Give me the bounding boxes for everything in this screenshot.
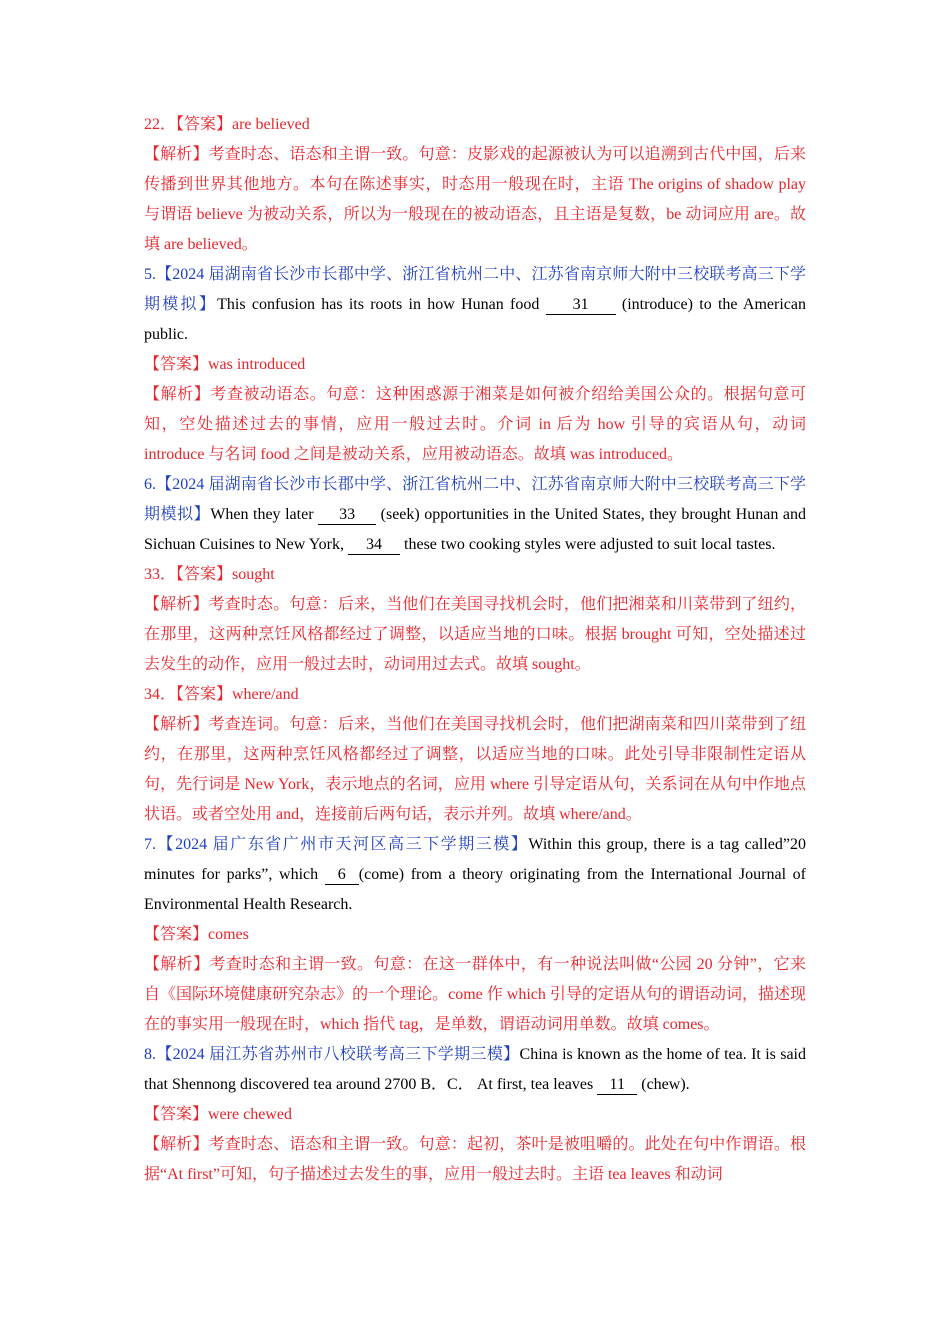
q33-analysis: 【解析】考查时态。句意：后来，当他们在美国寻找机会时，他们把湘菜和川菜带到了纽约，在那里，这两种烹饪风格都经过了调整，以适应当地的口味。根据 brought 可知，空处描述过去发生的动作，应用一般过去时，动词用过去式。故填 sought。: [144, 596, 806, 673]
q7-text-after: (come) from a theory originating from the International Journal of Environmental Health Research.: [144, 866, 806, 913]
q8-text-after: (chew).: [637, 1076, 690, 1093]
q8-question: [144, 1040, 806, 1100]
q22-answer: 22．【答案】are believed: [144, 116, 310, 133]
q5-source: 5.【2024 届湖南省长沙市长郡中学、浙江省杭州二中、江苏省南京师大附中三校联考高三下学期模拟】: [144, 266, 806, 313]
q22-analysis: 【解析】考查时态、语态和主谓一致。句意：皮影戏的起源被认为可以追溯到古代中国，后来传播到世界其他地方。本句在陈述事实，时态用一般现在时，主语 The origins of shadow play 与谓语 believe 为被动关系，所以为一般现在的被动语态，且主语是复数，be 动词应用 are。故填 are believed。: [144, 146, 806, 253]
q6-question: [144, 470, 806, 560]
q34-answer: 34．【答案】where/and: [144, 686, 299, 703]
q5-text-before: This confusion has its roots in how Hunan food: [217, 296, 546, 313]
q5-answer: 【答案】was introduced: [144, 356, 306, 373]
q5-analysis: 【解析】考查被动语态。句意：这种困惑源于湘菜是如何被介绍给美国公众的。根据句意可知，空处描述过去的事情，应用一般过去时。介词 in 后为 how 引导的宾语从句，动词 introduce 与名词 food 之间是被动关系，应用被动语态。故填 was introduced。: [144, 386, 806, 463]
q8-analysis: 【解析】考查时态、语态和主谓一致。句意：起初，茶叶是被咀嚼的。此处在句中作谓语。根据“At first”可知，句子描述过去发生的事，应用一般过去时。主语 tea leaves 和动词: [144, 1136, 806, 1183]
q7-source: 7.【2024 届广东省广州市天河区高三下学期三模】: [144, 836, 529, 853]
q6-text-2: (seek) opportunities in the United States, they brought Hunan and Sichuan Cuisines to New York,: [144, 506, 806, 553]
q8-source: 8.【2024 届江苏省苏州市八校联考高三下学期三模】: [144, 1046, 520, 1063]
q5-text-after: (introduce) to the American public.: [144, 296, 806, 343]
q8-blank: 11: [597, 1076, 637, 1095]
q5-blank: 31: [546, 296, 616, 315]
q6-text-3: these two cooking styles were adjusted to suit local tastes.: [400, 536, 776, 553]
q33-answer: 33．【答案】sought: [144, 566, 275, 583]
q6-blank-33: 33: [318, 506, 376, 525]
q7-answer: 【答案】comes: [144, 926, 249, 943]
q6-text-1: When they later: [210, 506, 319, 523]
q5-question: [144, 260, 806, 350]
q7-question: [144, 830, 806, 920]
q6-blank-34: 34: [348, 536, 400, 555]
q7-text-before: Within this group, there is a tag called”20 minutes for parks”, which: [144, 836, 806, 883]
q6-source: 6.【2024 届湖南省长沙市长郡中学、浙江省杭州二中、江苏省南京师大附中三校联考高三下学期模拟】: [144, 476, 806, 523]
q34-analysis: 【解析】考查连词。句意：后来，当他们在美国寻找机会时，他们把湖南菜和四川菜带到了纽约，在那里，这两种烹饪风格都经过了调整，以适应当地的口味。此处引导非限制性定语从句，先行词是 New York，表示地点的名词，应用 where 引导定语从句，关系词在从句中作地点状语。或者空处用 and，连接前后两句话，表示并列。故填 where/and。: [144, 716, 806, 823]
q8-answer: 【答案】were chewed: [144, 1106, 292, 1123]
q7-blank: 6: [325, 866, 359, 885]
document-page: [144, 110, 806, 1190]
q7-analysis: 【解析】考查时态和主谓一致。句意：在这一群体中，有一种说法叫做“公园 20 分钟”，它来自《国际环境健康研究杂志》的一个理论。come 作 which 引导的定语从句的谓语动词，描述现在的事实用一般现在时，which 指代 tag，是单数，谓语动词用单数。故填 comes。: [144, 956, 806, 1033]
q8-text-before: China is known as the home of tea. It is said that Shennong discovered tea around 2700 B．C． At first, tea leaves: [144, 1046, 806, 1093]
